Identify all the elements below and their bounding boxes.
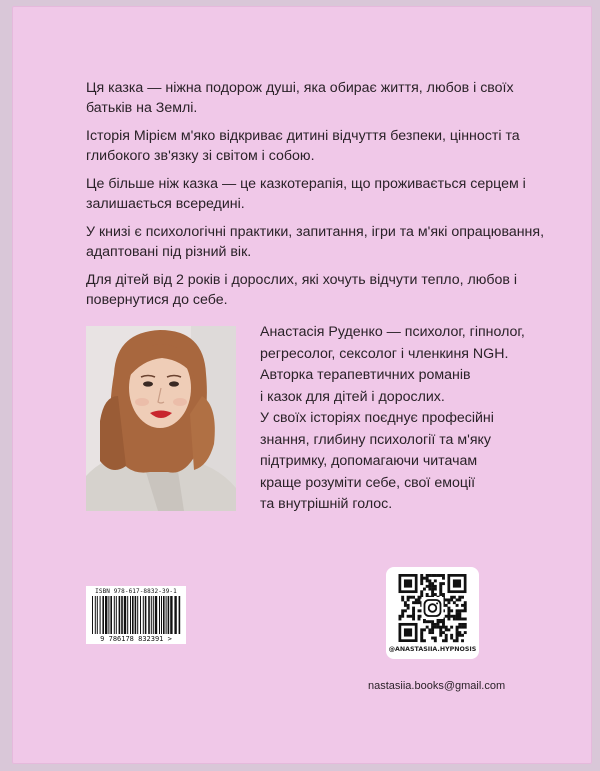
bio-line: Анастасія Руденко — психолог, гіпнолог, [260,324,525,340]
bio-line: та внутрішній голос. [260,496,393,512]
bio-line: і казок для дітей і дорослих. [260,388,445,405]
qr-code-card[interactable] [386,567,479,659]
instagram-handle: @ANASTASIIA.HYPNOSIS [388,646,477,653]
bio-line: Авторка терапевтичних романів [260,367,471,383]
author-photo [86,326,236,511]
blurb-paragraph-1: Ця казка — ніжна подорож душі, яка обирає життя, любов і своїх батьків на Землі. [86,80,514,116]
book-blurb [86,78,546,318]
isbn-digits: 9 786178 832391 > [100,635,172,643]
blurb-paragraph-5: Для дітей від 2 років і дорослих, які хочуть відчути тепло, любов і повернутися до себе. [86,272,518,308]
isbn-label: ISBN 978-617-8832-39-1 [95,588,177,595]
bio-line: краще розуміти себе, свої емоції [260,474,476,491]
bio-line: знання, глибину психології та м'яку [260,431,491,448]
blurb-paragraph-4: У книзі є психологічні практики, запитання, ігри та м'які опрацювання, адаптовані під різний вік. [86,224,545,260]
qr-code[interactable] [386,567,479,647]
bio-line: підтримку, допомагаючи читачам [260,453,478,469]
author-portrait [86,326,236,511]
contact-email[interactable]: nastasiia.books@gmail.com [368,680,506,692]
blurb-paragraph-3: Це більше ніж казка — це казкотерапія, що проживається серцем і залишається всередині. [86,176,526,212]
bio-line: У своїх історіях поєднує професійні [260,410,494,426]
isbn-barcode [86,586,186,644]
bio-line: регресолог, сексолог і членкиня NGH. [260,345,509,362]
author-bio [260,322,550,516]
blurb-paragraph-2: Історія Мірієм м'яко відкриває дитині відчуття безпеки, цінності та глибокого зв'язку зі світом і собою. [86,128,520,164]
